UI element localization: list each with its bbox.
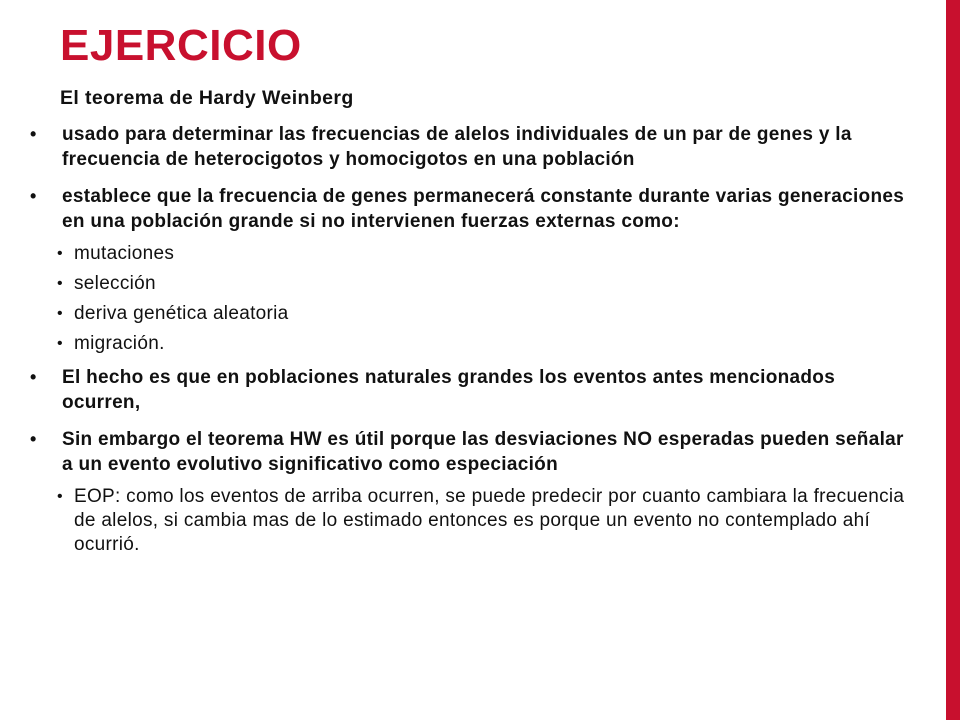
sub-bullet-item: • deriva genética aleatoria [30,302,910,325]
slide-subtitle: El teorema de Hardy Weinberg [60,87,354,109]
bullet-item: • El hecho es que en poblaciones naturales grandes los eventos antes mencionados ocurren, [30,365,910,415]
sub-bullet-item: • migración. [30,332,910,355]
bullet-item: • usado para determinar las frecuencias de alelos individuales de un par de genes y la frecuencia de heterocigotos y homocigotos en una población [30,122,910,172]
bullet-item: • Sin embargo el teorema HW es útil porque las desviaciones NO esperadas pueden señalar a un evento evolutivo significativo como especiación [30,427,910,477]
sub-bullet-item: • selección [30,272,910,295]
note-sub-bullet: • EOP: como los eventos de arriba ocurren, se puede predecir por cuanto cambiara la frecuencia de alelos, si cambia mas de lo estimado entonces es porque un evento no contemplado ahí ocurrió. [30,485,910,557]
sub-bullet-item: • mutaciones [30,242,910,265]
slide-body [30,122,910,564]
slide-title: EJERCICIO [60,21,302,70]
accent-bar [946,0,960,720]
bullet-item: • establece que la frecuencia de genes permanecerá constante durante varias generaciones en una población grande si no intervienen fuerzas externas como: [30,184,910,234]
